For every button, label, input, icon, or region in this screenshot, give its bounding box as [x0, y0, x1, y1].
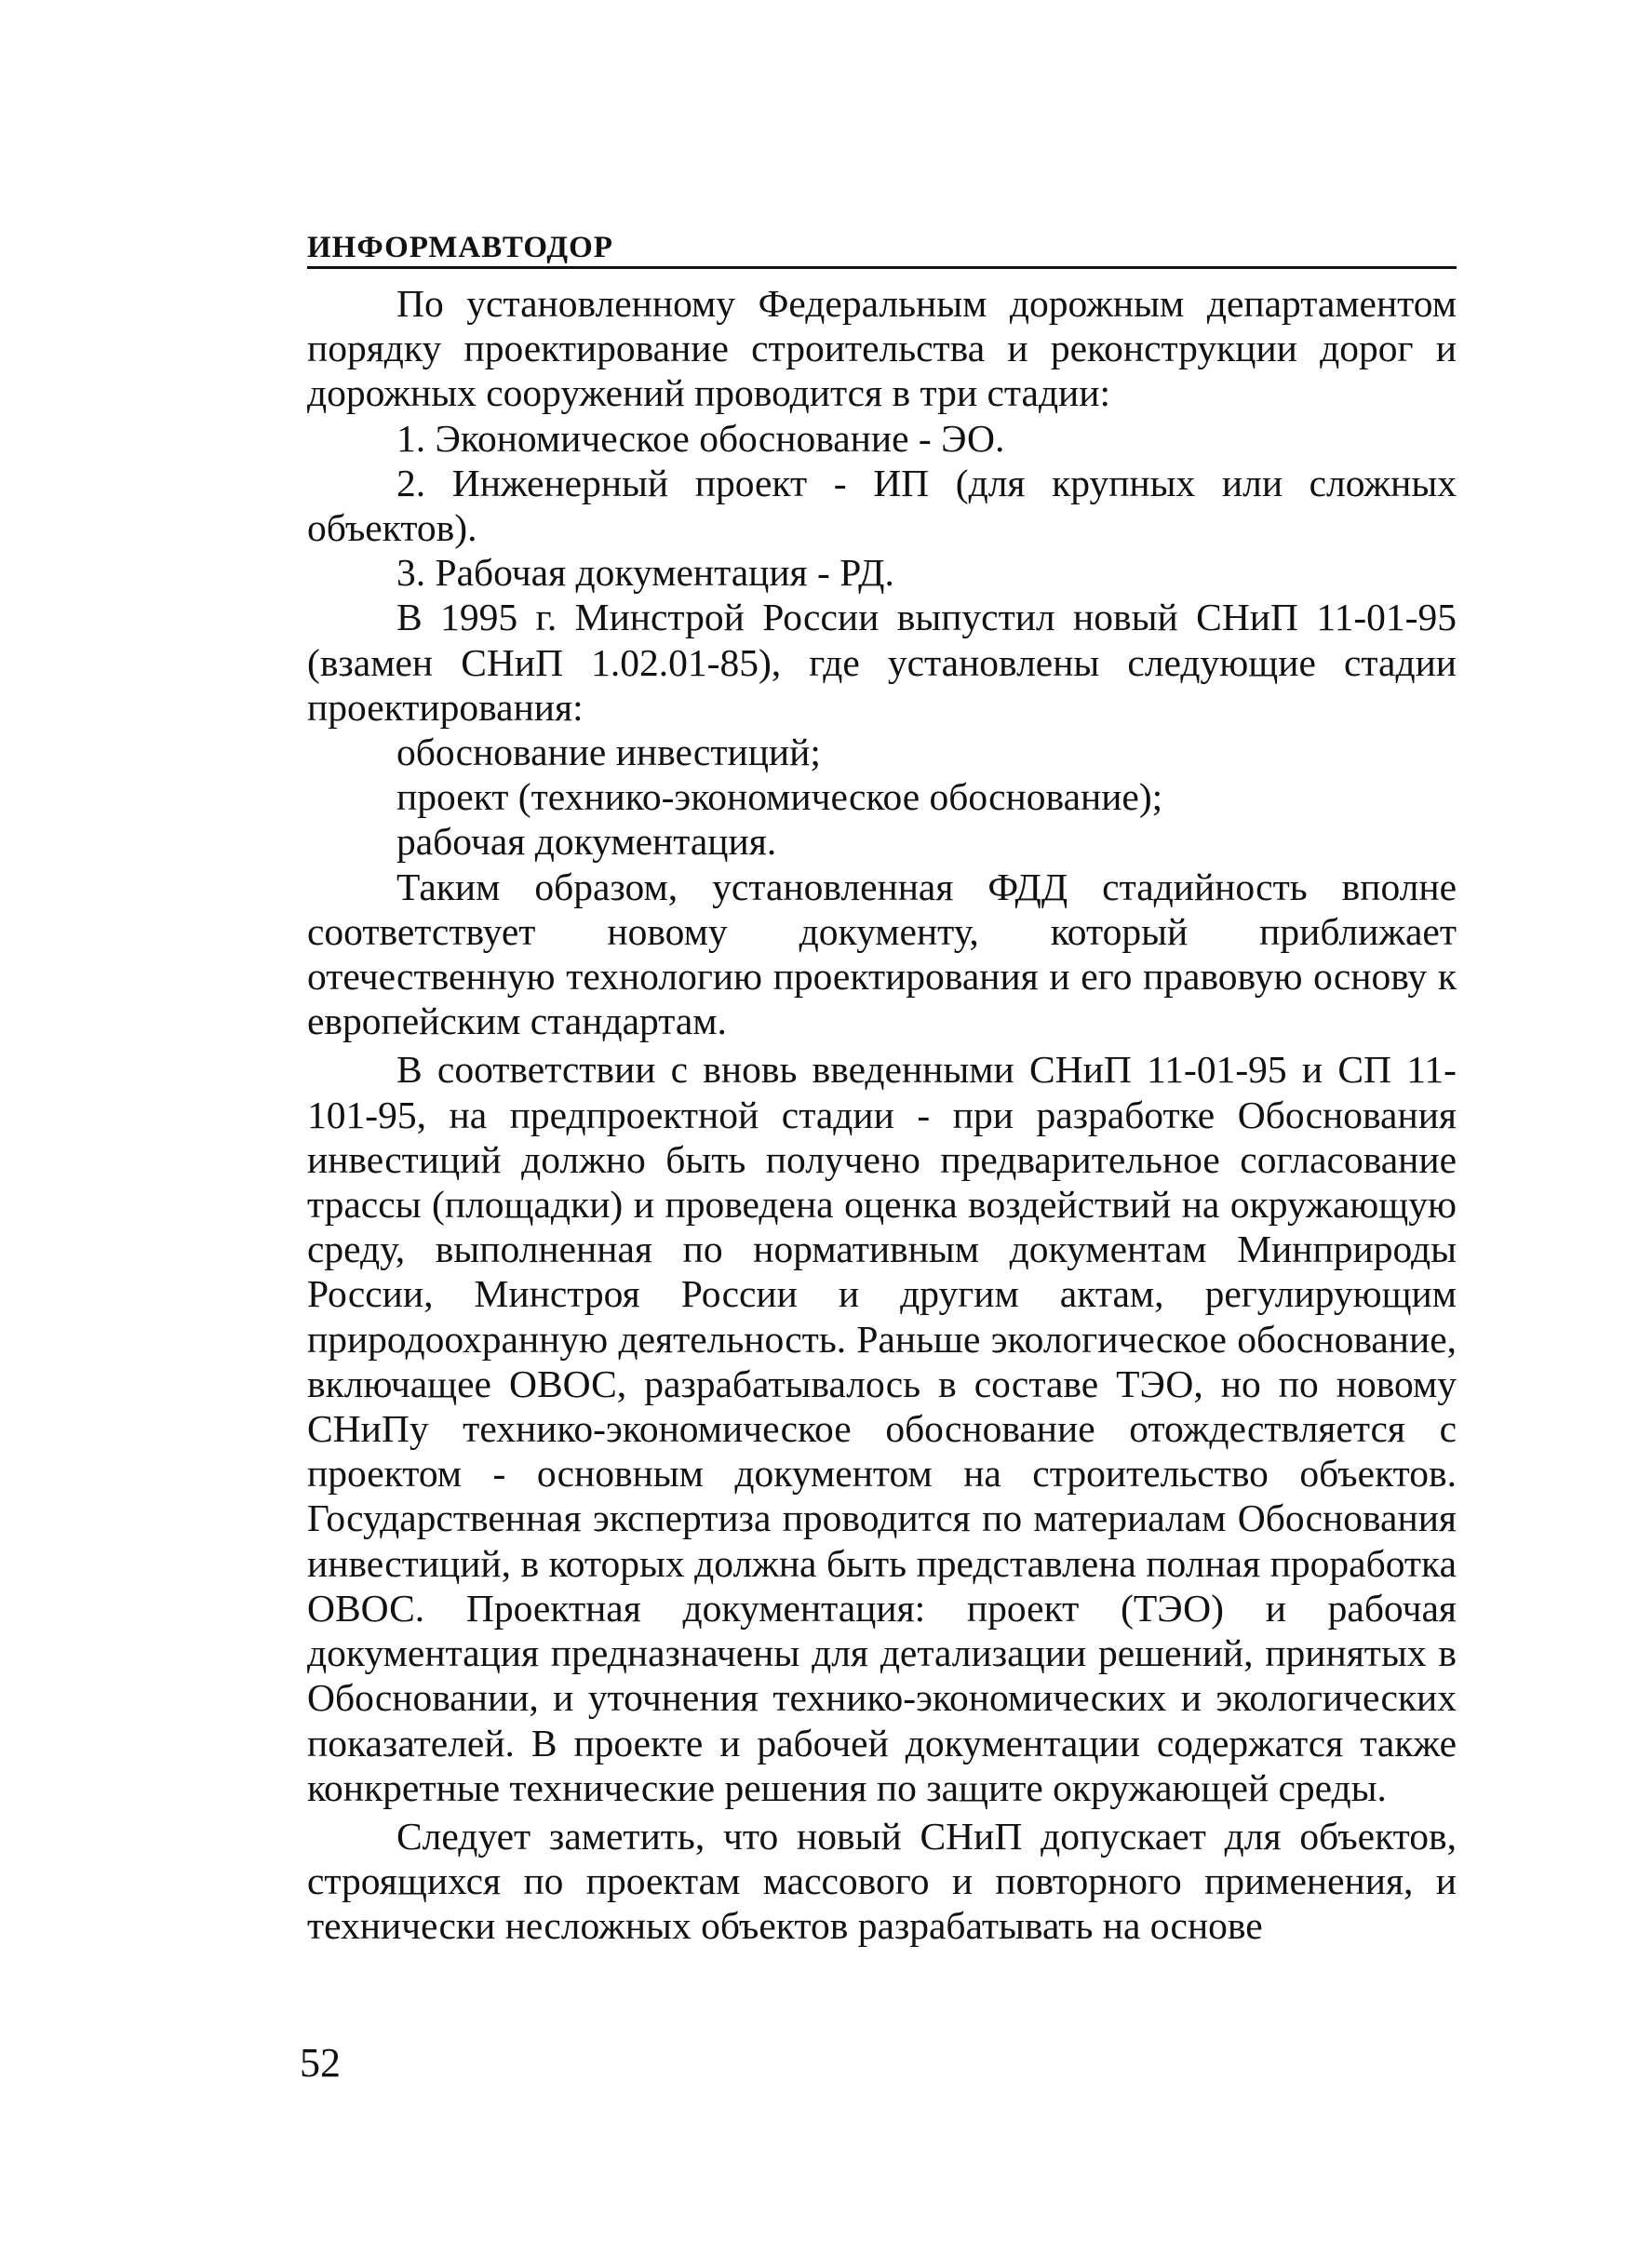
- paragraph-intro: По установленному Федеральным дорожным департаментом порядку проектирование строительства и реконструкции дорог и дорожных сооружений проводится в три стадии:: [307, 282, 1457, 415]
- paragraph-ovos: В соответствии с вновь введенными СНиП 11-01-95 и СП 11-101-95, на предпроектной стадии - при разработке Обоснования инвестиций должно быть получено предварительное согласование трассы (площадки) и проведена оценка воздействий на окружающую среду, выполненная по нормативным документам Минприроды России, Минстроя России и другим актам, регулирующим природоохранную деятельность. Раньше экологическое обоснование, включащее ОВОС, разрабатывалось в составе ТЭО, но по новому СНиПу технико-экономическое обоснование отождествляется с проектом - основным документом на строительство объектов. Государственная экспертиза проводится по материалам Обоснования инвестиций, в которых должна быть представлена полная проработка ОВОС. Проектная документация: проект (ТЭО) и рабочая документация предназначены для детализации решений, принятых в Обосновании, и уточнения технико-экономических и экологических показателей. В проекте и рабочей документации содержатся также конкретные технические решения по защите окружающей среды.: [307, 1048, 1457, 1809]
- snip-stage-item: рабочая документация.: [396, 820, 777, 864]
- body-text: [307, 281, 1457, 1949]
- stage-list-item: 1. Экономическое обоснование - ЭО.: [396, 416, 1005, 460]
- snip-stage-item: обоснование инвестиций;: [396, 731, 821, 774]
- stage-list-item: 3. Рабочая документация - РД.: [396, 551, 894, 595]
- paragraph-snip: В 1995 г. Минстрой России выпустил новый СНиП 11-01-95 (взамен СНиП 1.02.01-85), где установлены следующие стадии проектирования:: [307, 596, 1457, 729]
- running-header: [307, 231, 1457, 269]
- page-number: 52: [300, 2040, 341, 2086]
- header-title: ИНФОРМАВТОДОР: [307, 231, 613, 264]
- stage-list-item: 2. Инженерный проект - ИП (для крупных или сложных объектов).: [307, 461, 1457, 550]
- paragraph-note: Следует заметить, что новый СНиП допускает для объектов, строящихся по проектам массового и повторного применения, и технически несложных объектов разрабатывать на основе: [307, 1814, 1457, 1948]
- snip-stage-item: проект (технико-экономическое обоснование);: [396, 775, 1163, 819]
- paragraph-conclusion: Таким образом, установленная ФДД стадийность вполне соответствует новому документу, который приближает отечественную технологию проектирования и его правовую основу к европейским стандартам.: [307, 865, 1457, 1043]
